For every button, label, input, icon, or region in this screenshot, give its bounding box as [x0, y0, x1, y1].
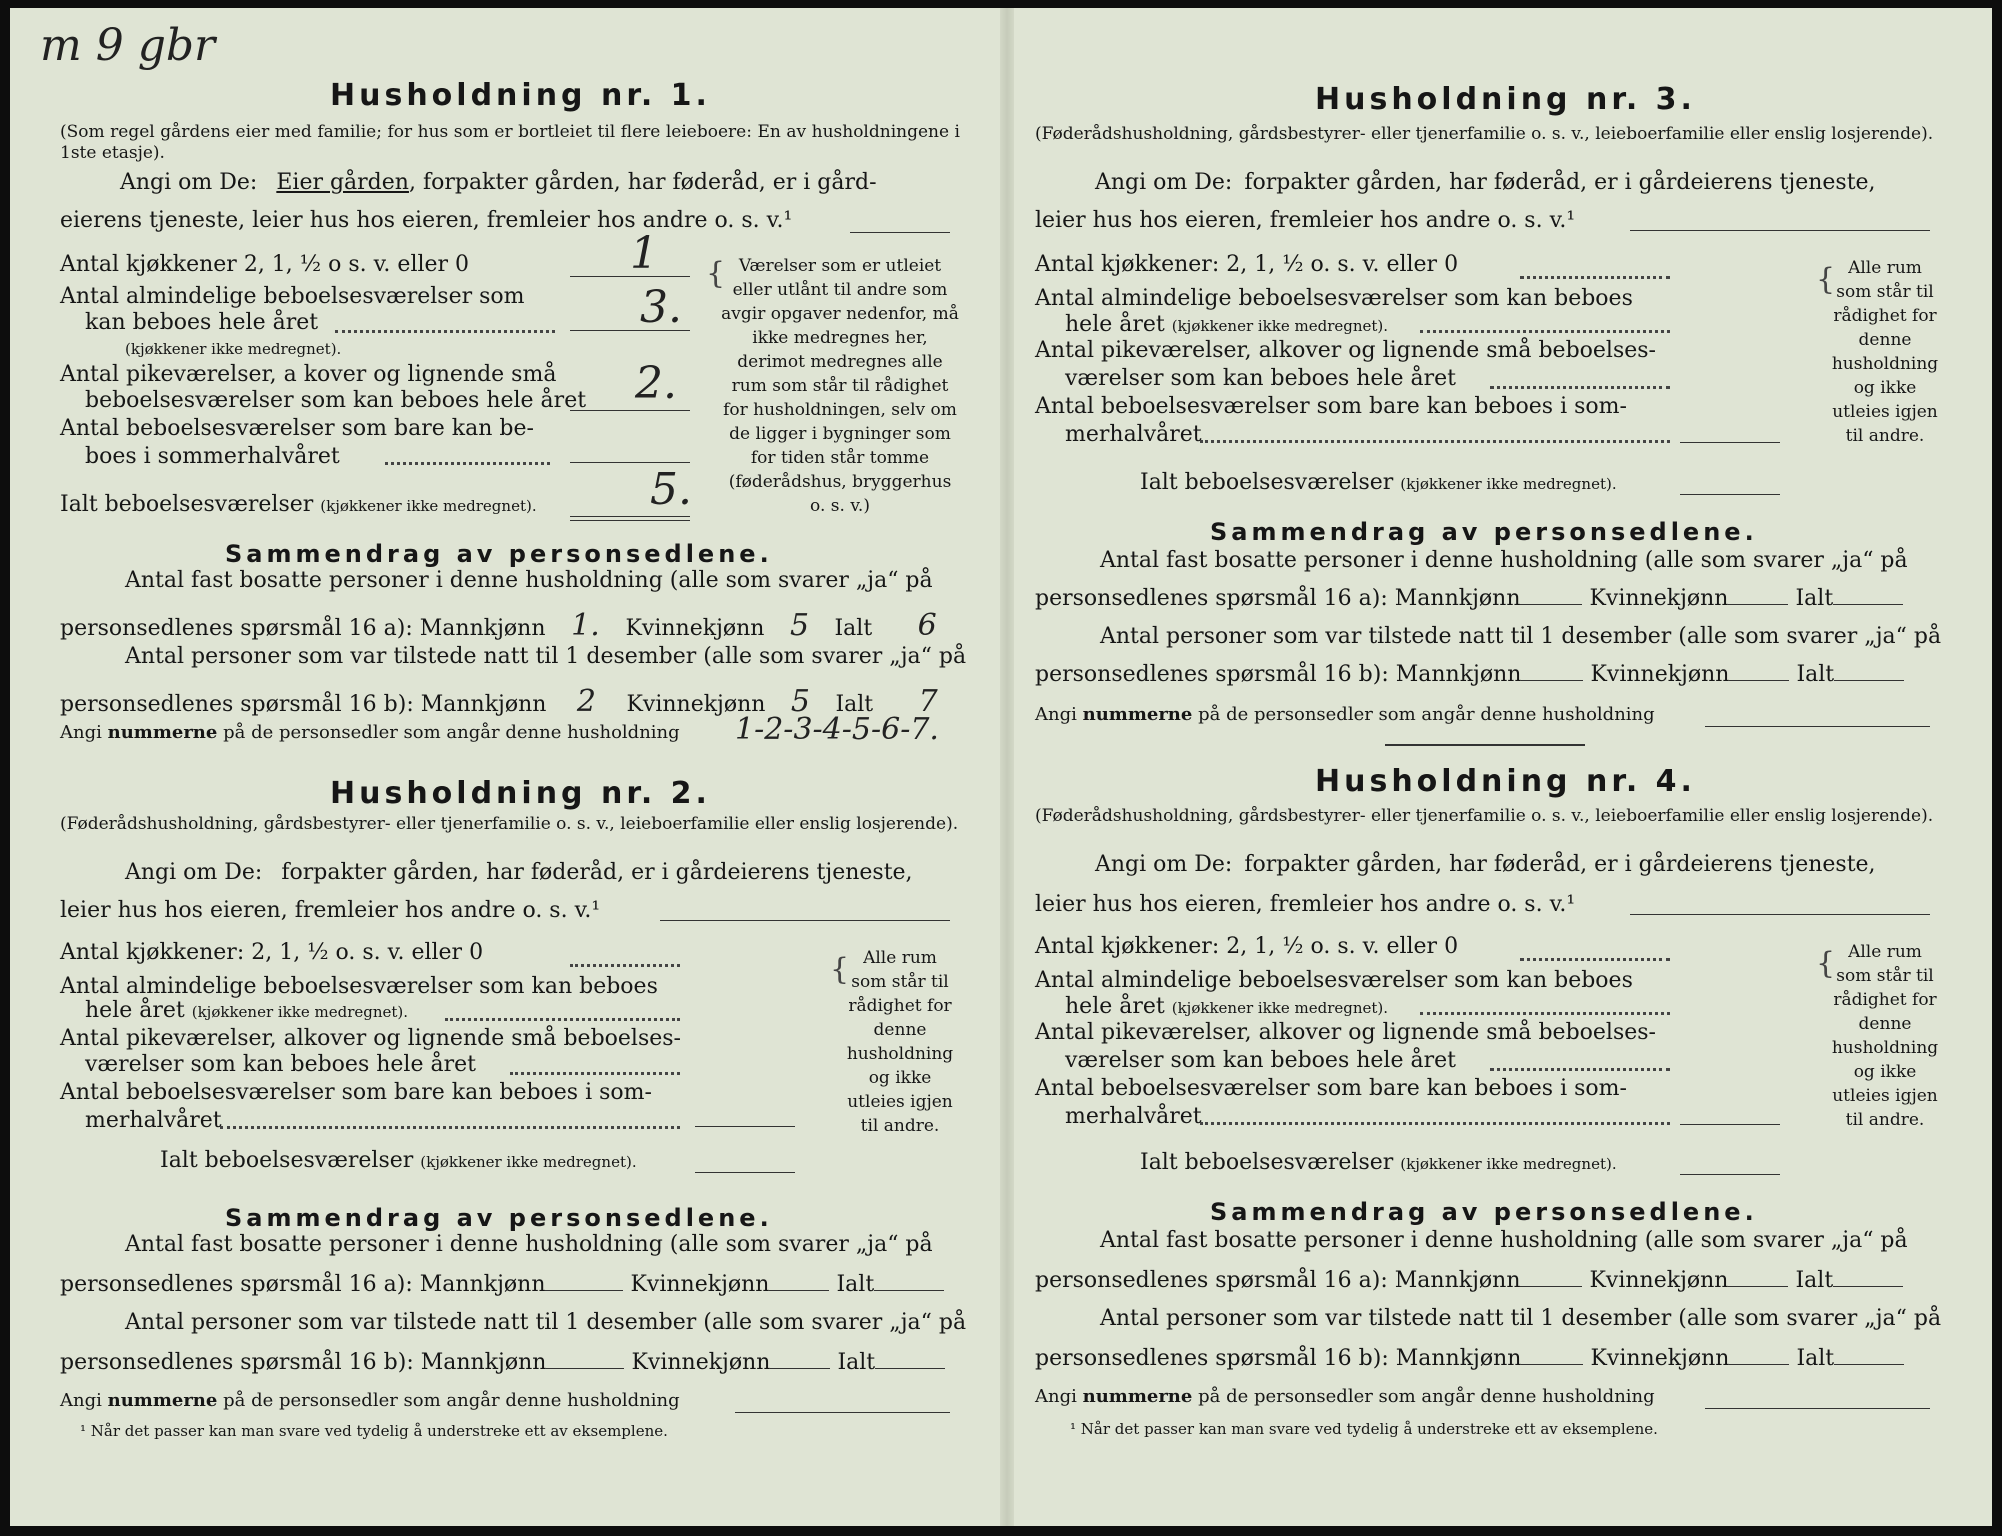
h1-16a-kvinne[interactable]: 5 [789, 608, 810, 643]
h3-alle-rum: Alle rum som står til rådighet for denne husholdning og ikke utleies igjen til andre. [1831, 258, 1939, 446]
h2-ialt-text: Ialt beboelsesværelser [160, 1148, 414, 1173]
h1-angi-prefix: Angi om De: [120, 170, 258, 195]
h2-ialt-label [160, 1148, 637, 1173]
h4-ialt-paren: (kjøkkener ikke medregnet). [1400, 1155, 1617, 1173]
h3-title: Husholdning nr. 3. [1315, 82, 1696, 117]
h4-ialt-label [1140, 1150, 1617, 1175]
h1-alm-label-a: Antal almindelige beboelsesværelser som [60, 284, 525, 309]
h2-alle-rum: Alle rum som står til rådighet for denne husholdning og ikke utleies igjen til andre. [846, 948, 954, 1136]
h3-fast-bosatte: Antal fast bosatte personer i denne husholdning (alle som svarer „ja“ på [1100, 548, 1908, 573]
h4-angi-line [1095, 852, 1876, 877]
h2-16b-label: personsedlenes spørsmål 16 b): Mannkjønn [60, 1350, 547, 1375]
h1-angi-line [120, 170, 877, 195]
h2-angi-rest: forpakter gården, har føderåd, er i gårdeierens tjeneste, [281, 860, 913, 885]
h4-nummerne-prefix: Angi [1035, 1386, 1077, 1407]
h2-sammendrag: Sammendrag av personsedlene. [225, 1204, 773, 1232]
h3-16a-label: personsedlenes spørsmål 16 a): Mannkjønn [1035, 586, 1521, 611]
h2-intro: (Føderådshusholdning, gårdsbestyrer- eller tjenerfamilie o. s. v., leieboerfamilie eller enslig losjerende). [60, 814, 959, 834]
h4-16b-kvinne-label: Kvinnekjønn [1590, 1346, 1730, 1371]
right-page [1030, 0, 1940, 1500]
h4-16a-kvinne-label: Kvinnekjønn [1589, 1268, 1729, 1293]
h2-16a-ialt-label: Ialt [836, 1272, 875, 1297]
h2-nummerne-prefix: Angi [60, 1390, 102, 1411]
h1-note: Værelser som er utleiet eller utlånt til andre som avgir opgaver nedenfor, må ikke medregnes her, derimot medregnes alle rum som står til rådighet for husholdningen, selv om de ligger i bygninger som for tiden står tomme (føderådshus, bryggerhus o. s. v.) [721, 256, 959, 516]
h1-16a-mann[interactable]: 1. [571, 608, 600, 643]
h2-alm-label-a: Antal almindelige beboelsesværelser som kan beboes [60, 974, 658, 999]
h2-16b-kvinne-label: Kvinnekjønn [631, 1350, 771, 1375]
h4-fast-bosatte: Antal fast bosatte personer i denne husholdning (alle som svarer „ja“ på [1100, 1228, 1908, 1253]
h1-alm-value[interactable]: 3. [640, 282, 682, 333]
h3-16a [1035, 586, 1903, 611]
h2-brace: { [830, 952, 850, 987]
h2-16b-ialt-label: Ialt [837, 1350, 876, 1375]
h1-alm-label-b: kan beboes hele året [85, 310, 319, 335]
h3-angi-line2: leier hus hos eieren, fremleier hos andre o. s. v.¹ [1035, 208, 1576, 233]
h4-alm-label-a: Antal almindelige beboelsesværelser som kan beboes [1035, 968, 1633, 993]
h1-option-eier[interactable]: Eier gården [276, 170, 409, 195]
h1-16a-label: personsedlenes spørsmål 16 a): Mannkjønn [60, 616, 546, 641]
h2-16a [60, 1272, 944, 1297]
h4-ialt-text: Ialt beboelsesværelser [1140, 1150, 1394, 1175]
h2-nummerne-suffix: på de personsedler som angår denne husholdning [223, 1390, 680, 1411]
h4-sammendrag: Sammendrag av personsedlene. [1210, 1198, 1758, 1226]
h4-16a-ialt-label: Ialt [1795, 1268, 1834, 1293]
left-page [50, 0, 967, 1500]
h2-pike-label-a: Antal pikeværelser, alkover og lignende små beboelses- [60, 1026, 681, 1051]
h2-16a-kvinne-label: Kvinnekjønn [630, 1272, 770, 1297]
h2-16a-label: personsedlenes spørsmål 16 a): Mannkjønn [60, 1272, 546, 1297]
h3-16b-ialt-label: Ialt [1796, 662, 1835, 687]
h1-kjokkener-value[interactable]: 1 [630, 228, 658, 279]
h4-angi-line2: leier hus hos eieren, fremleier hos andre o. s. v.¹ [1035, 892, 1576, 917]
h3-kjokkener-label: Antal kjøkkener: 2, 1, ½ o. s. v. eller 0 [1035, 252, 1459, 277]
h4-pike-label-a: Antal pikeværelser, alkover og lignende små beboelses- [1035, 1020, 1656, 1045]
h1-ialt-text: Ialt beboelsesværelser [60, 492, 314, 517]
h3-16a-ialt-label: Ialt [1795, 586, 1834, 611]
h1-sommer-label-b: boes i sommerhalvåret [85, 444, 340, 469]
h4-nummerne-bold: nummerne [1082, 1386, 1193, 1407]
h2-nummerne-bold: nummerne [107, 1390, 218, 1411]
h1-tilstede: Antal personer som var tilstede natt til 1 desember (alle som svarer „ja“ på [125, 644, 967, 669]
h1-kjokkener-label: Antal kjøkkener 2, 1, ½ o s. v. eller 0 [60, 252, 470, 277]
h3-alm-label-b [1065, 312, 1388, 337]
h1-sammendrag: Sammendrag av personsedlene. [225, 540, 773, 568]
h1-16a-kvinne-label: Kvinnekjønn [625, 616, 765, 641]
h3-pike-label-b: værelser som kan beboes hele året [1065, 366, 1456, 391]
h1-angi-rest: , forpakter gården, har føderåd, er i gård- [408, 170, 877, 195]
h1-pike-label-b: beboelsesværelser som kan beboes hele året [85, 388, 587, 413]
h1-ialt-paren: (kjøkkener ikke medregnet). [320, 497, 537, 515]
h2-title: Husholdning nr. 2. [330, 776, 711, 811]
h2-sommer-label-b: merhalvåret [85, 1108, 222, 1133]
h1-16b-ialt[interactable]: 7 [918, 684, 938, 719]
h3-alm-b-text: hele året [1065, 312, 1165, 337]
h4-intro: (Føderådshusholdning, gårdsbestyrer- eller tjenerfamilie o. s. v., leieboerfamilie eller enslig losjerende). [1035, 806, 1934, 826]
h4-nummerne [1035, 1386, 1655, 1407]
h2-angi-line2: leier hus hos eieren, fremleier hos andre o. s. v.¹ [60, 898, 601, 923]
h4-brace: { [1816, 946, 1836, 981]
h1-nummerne-bold: nummerne [107, 722, 218, 743]
h3-16b-kvinne-label: Kvinnekjønn [1590, 662, 1730, 687]
h4-16a [1035, 1268, 1903, 1293]
h4-16b-ialt-label: Ialt [1796, 1346, 1835, 1371]
h3-tilstede: Antal personer som var tilstede natt til 1 desember (alle som svarer „ja“ på [1100, 624, 1942, 649]
h2-pike-label-b: værelser som kan beboes hele året [85, 1052, 476, 1077]
h1-16b-label: personsedlenes spørsmål 16 b): Mannkjønn [60, 692, 547, 717]
h3-sammendrag: Sammendrag av personsedlene. [1210, 518, 1758, 546]
h3-pike-label-a: Antal pikeværelser, alkover og lignende små beboelses- [1035, 338, 1656, 363]
h3-angi-prefix: Angi om De: [1095, 170, 1233, 195]
h3-nummerne-bold: nummerne [1082, 704, 1193, 725]
h4-alle-rum: Alle rum som står til rådighet for denne husholdning og ikke utleies igjen til andre. [1831, 942, 1939, 1130]
h2-16b [60, 1350, 945, 1375]
h1-angi-line2: eierens tjeneste, leier hus hos eieren, fremleier hos andre o. s. v.¹ [60, 208, 793, 233]
h3-nummerne-suffix: på de personsedler som angår denne husholdning [1198, 704, 1655, 725]
margin-note: m 9 gbr [40, 20, 216, 71]
h2-nummerne [60, 1390, 680, 1411]
h2-kjokkener-label: Antal kjøkkener: 2, 1, ½ o. s. v. eller 0 [60, 940, 484, 965]
h3-sommer-label-a: Antal beboelsesværelser som bare kan beboes i som- [1035, 394, 1627, 419]
h2-tilstede: Antal personer som var tilstede natt til 1 desember (alle som svarer „ja“ på [125, 1310, 967, 1335]
h2-alm-c-text: (kjøkkener ikke medregnet). [191, 1003, 409, 1021]
h3-ialt-label [1140, 470, 1617, 495]
h1-pike-label-a: Antal pikeværelser, a kover og lignende små [60, 362, 557, 387]
h3-angi-rest: forpakter gården, har føderåd, er i gårdeierens tjeneste, [1244, 170, 1876, 195]
h1-intro: (Som regel gårdens eier med familie; for hus som er bortleiet til flere leieboere: En av husholdningene i 1ste etasje). [60, 122, 960, 163]
h4-sommer-label-b: merhalvåret [1065, 1104, 1202, 1129]
h1-nummerne-prefix: Angi [60, 722, 102, 743]
h4-kjokkener-label: Antal kjøkkener: 2, 1, ½ o. s. v. eller 0 [1035, 934, 1459, 959]
h1-16a-ialt-label: Ialt [834, 616, 873, 641]
h3-sommer-label-b: merhalvåret [1065, 422, 1202, 447]
h4-alm-b-text: hele året [1065, 994, 1165, 1019]
h1-alm-label-c: (kjøkkener ikke medregnet). [125, 340, 342, 358]
right-footnote: ¹ Når det passer kan man svare ved tydelig å understreke ett av eksemplene. [1070, 1420, 1658, 1438]
h1-ialt-label [60, 492, 537, 517]
h1-nummerne-suffix: på de personsedler som angår denne husholdning [223, 722, 680, 743]
h4-nummerne-suffix: på de personsedler som angår denne husholdning [1198, 1386, 1655, 1407]
h4-pike-label-b: værelser som kan beboes hele året [1065, 1048, 1456, 1073]
h1-16a [60, 608, 982, 643]
h3-ialt-paren: (kjøkkener ikke medregnet). [1400, 475, 1617, 493]
left-footnote: ¹ Når det passer kan man svare ved tydelig å understreke ett av eksemplene. [80, 1422, 668, 1440]
h4-angi-rest: forpakter gården, har føderåd, er i gårdeierens tjeneste, [1244, 852, 1876, 877]
h1-sommer-label-a: Antal beboelsesværelser som bare kan be- [60, 416, 534, 441]
h3-16b-label: personsedlenes spørsmål 16 b): Mannkjønn [1035, 662, 1522, 687]
h1-fast-bosatte: Antal fast bosatte personer i denne husholdning (alle som svarer „ja“ på [125, 568, 933, 593]
h3-nummerne [1035, 704, 1655, 725]
h1-16a-ialt[interactable]: 6 [917, 608, 937, 643]
h3-angi-line [1095, 170, 1876, 195]
h4-angi-prefix: Angi om De: [1095, 852, 1233, 877]
h2-angi-prefix: Angi om De: [125, 860, 263, 885]
h2-angi-line [125, 860, 913, 885]
h3-alm-c-text: (kjøkkener ikke medregnet). [1171, 317, 1389, 335]
h1-16b-mann[interactable]: 2 [576, 684, 596, 719]
h1-pike-value[interactable]: 2. [635, 358, 677, 409]
h2-fast-bosatte: Antal fast bosatte personer i denne husholdning (alle som svarer „ja“ på [125, 1232, 933, 1257]
h2-sommer-label-a: Antal beboelsesværelser som bare kan beboes i som- [60, 1080, 652, 1105]
h4-tilstede: Antal personer som var tilstede natt til 1 desember (alle som svarer „ja“ på [1100, 1306, 1942, 1331]
h1-16b-kvinne[interactable]: 5 [790, 684, 810, 719]
h3-nummerne-prefix: Angi [1035, 704, 1077, 725]
h1-title: Husholdning nr. 1. [330, 78, 711, 113]
h1-ialt-value[interactable]: 5. [650, 464, 692, 515]
h1-16b-ialt-label: Ialt [835, 692, 874, 717]
h3-ialt-text: Ialt beboelsesværelser [1140, 470, 1394, 495]
h1-brace: { [706, 256, 726, 291]
h4-16a-label: personsedlenes spørsmål 16 a): Mannkjønn [1035, 1268, 1521, 1293]
h2-alm-b-text: hele året [85, 998, 185, 1023]
h4-16b [1035, 1346, 1904, 1371]
h4-16b-label: personsedlenes spørsmål 16 b): Mannkjønn [1035, 1346, 1522, 1371]
h1-nummerne [60, 722, 680, 743]
h2-ialt-paren: (kjøkkener ikke medregnet). [420, 1153, 637, 1171]
page-fold [1000, 8, 1014, 1526]
h4-alm-c-text: (kjøkkener ikke medregnet). [1171, 999, 1389, 1017]
h3-16a-kvinne-label: Kvinnekjønn [1589, 586, 1729, 611]
h3-alm-label-a: Antal almindelige beboelsesværelser som kan beboes [1035, 286, 1633, 311]
h3-16b [1035, 662, 1904, 687]
h1-16b-kvinne-label: Kvinnekjønn [626, 692, 766, 717]
h1-nummerne-value[interactable]: 1-2-3-4-5-6-7. [735, 712, 939, 747]
h3-brace: { [1816, 262, 1836, 297]
h2-alm-label-b [85, 998, 408, 1023]
h3-intro: (Føderådshusholdning, gårdsbestyrer- eller tjenerfamilie o. s. v., leieboerfamilie eller enslig losjerende). [1035, 124, 1934, 144]
h4-alm-label-b [1065, 994, 1388, 1019]
h4-sommer-label-a: Antal beboelsesværelser som bare kan beboes i som- [1035, 1076, 1627, 1101]
h4-title: Husholdning nr. 4. [1315, 764, 1696, 799]
